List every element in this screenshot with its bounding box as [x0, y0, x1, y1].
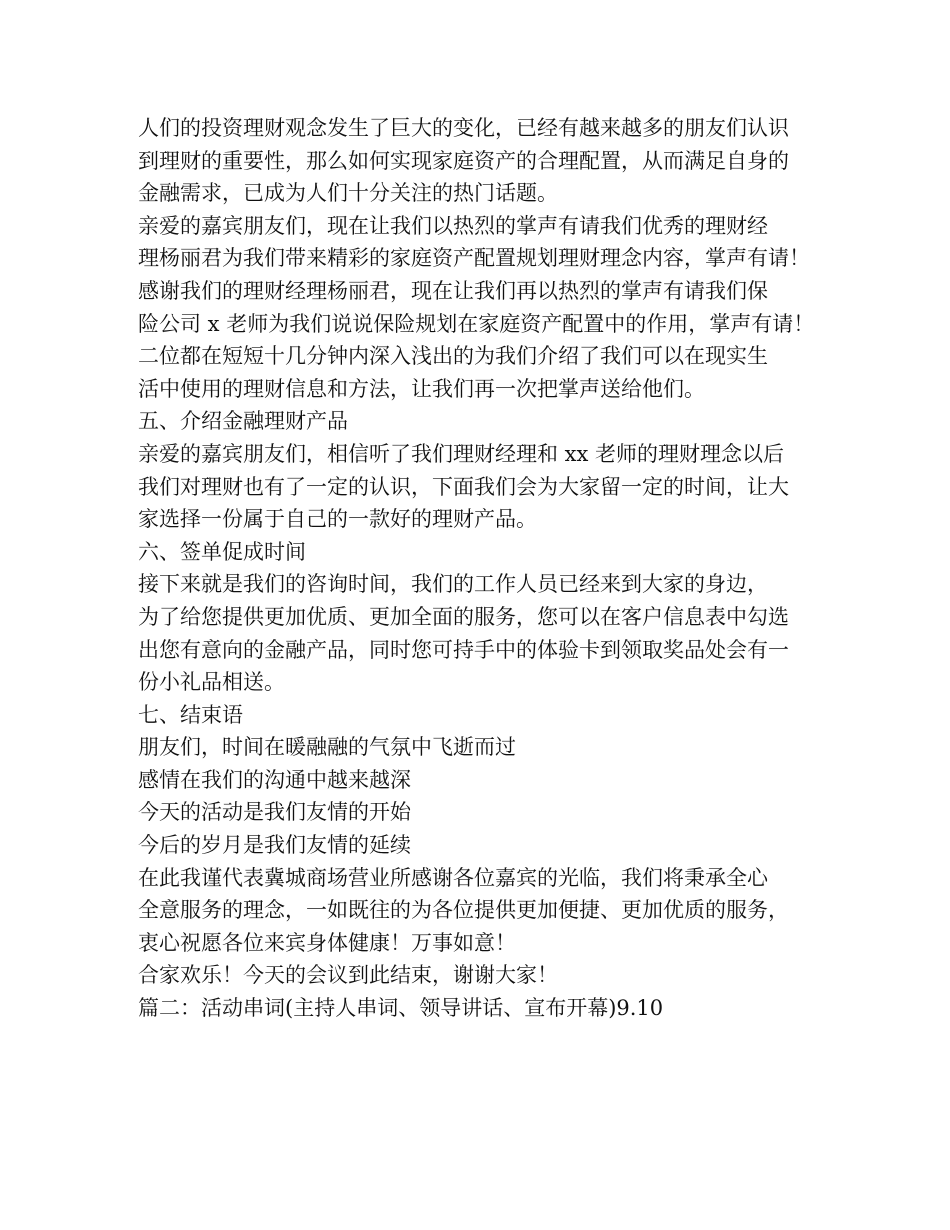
text-line: 活中使用的理财信息和方法，让我们再一次把掌声送给他们。 — [138, 376, 705, 401]
text-line: 出您有意向的金融产品，同时您可持手中的体验卡到领取奖品处会有一 — [138, 637, 789, 662]
text-line: 感谢我们的理财经理杨丽君，现在让我们再以热烈的掌声有请我们保 — [138, 278, 768, 303]
text-line: 家选择一份属于自己的一款好的理财产品。 — [138, 507, 537, 532]
text-line: 我们对理财也有了一定的认识，下面我们会为大家留一定的时间，让大 — [138, 474, 789, 499]
section-heading: 七、结束语 — [138, 702, 243, 727]
section-heading: 五、介绍金融理财产品 — [138, 409, 348, 434]
text-line: 金融需求，已成为人们十分关注的热门话题。 — [138, 181, 558, 206]
text-line: 朋友们，时间在暖融融的气氛中飞逝而过 — [138, 735, 516, 760]
text-line: 合家欢乐！今天的会议到此结束，谢谢大家！ — [138, 963, 558, 988]
text-line: 到理财的重要性，那么如何实现家庭资产的合理配置，从而满足自身的 — [138, 148, 789, 173]
text-line: 人们的投资理财观念发生了巨大的变化，已经有越来越多的朋友们认识 — [138, 116, 789, 140]
text-line: 今后的岁月是我们友情的延续 — [138, 833, 411, 858]
text-line: 今天的活动是我们友情的开始 — [138, 800, 411, 825]
text-line: 二位都在短短十几分钟内深入浅出的为我们介绍了我们可以在现实生 — [138, 344, 768, 369]
section-heading: 篇二：活动串词(主持人串词、领导讲话、宣布开幕)9.10 — [138, 996, 664, 1021]
text-line: 在此我谨代表冀城商场营业所感谢各位嘉宾的光临，我们将秉承全心 — [138, 865, 768, 890]
text-line: 份小礼品相送。 — [138, 670, 285, 695]
document-body — [138, 112, 838, 1025]
text-line: 为了给您提供更加优质、更加全面的服务，您可以在客户信息表中勾选 — [138, 604, 789, 629]
text-line: 感情在我们的沟通中越来越深 — [138, 767, 411, 792]
text-line: 接下来就是我们的咨询时间，我们的工作人员已经来到大家的身边， — [138, 572, 768, 597]
text-line: 险公司 x 老师为我们说说保险规划在家庭资产配置中的作用，掌声有请！ — [138, 311, 815, 336]
text-line: 亲爱的嘉宾朋友们，现在让我们以热烈的掌声有请我们优秀的理财经 — [138, 213, 768, 238]
text-line: 全意服务的理念，一如既往的为各位提供更加便捷、更加优质的服务， — [138, 898, 789, 923]
section-heading: 六、签单促成时间 — [138, 539, 306, 564]
text-line: 亲爱的嘉宾朋友们，相信听了我们理财经理和 xx 老师的理财理念以后 — [138, 441, 785, 466]
text-line: 理杨丽君为我们带来精彩的家庭资产配置规划理财理念内容，掌声有请！ — [138, 246, 810, 271]
text-line: 衷心祝愿各位来宾身体健康！万事如意！ — [138, 930, 516, 955]
